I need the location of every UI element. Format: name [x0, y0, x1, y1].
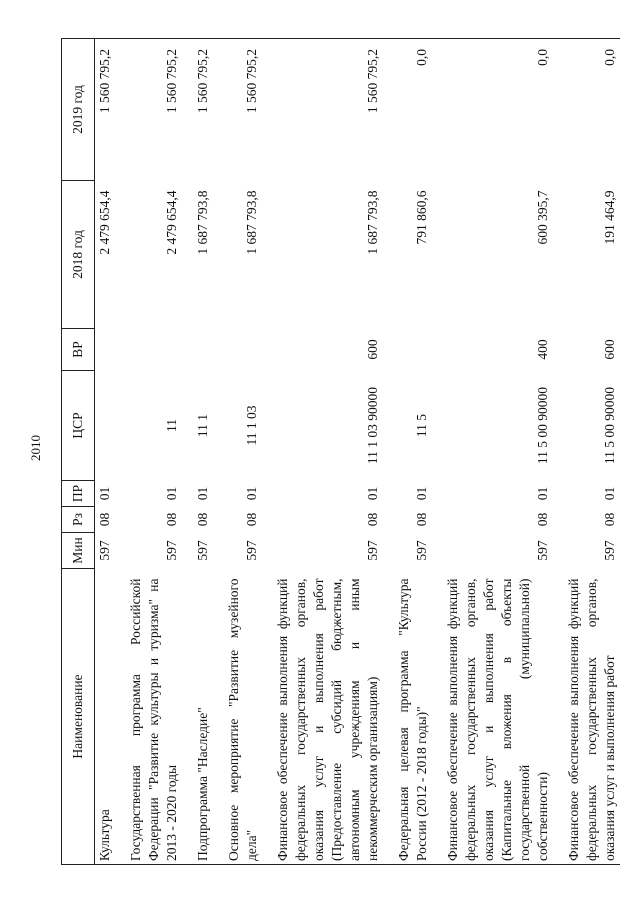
cell-name: Основное мероприятие "Развитие музейного дела"	[213, 569, 262, 865]
budget-table-sheet	[61, 39, 617, 865]
cell-name: Культура	[95, 569, 116, 865]
cell-rz: 08	[365, 512, 380, 527]
cell-min: 597	[602, 540, 617, 561]
table-row	[432, 39, 553, 865]
cell-rz: 08	[97, 512, 112, 527]
col-header-2019: 2019 год	[62, 39, 95, 181]
cell-pr: 01	[195, 486, 210, 501]
table-row	[95, 39, 116, 865]
cell-2018: 600 395,7	[535, 190, 550, 245]
cell-vr: 400	[535, 339, 550, 360]
page-number: 2010	[28, 435, 43, 461]
table-row	[115, 39, 182, 865]
cell-min: 597	[164, 540, 179, 561]
cell-pr: 01	[97, 486, 112, 501]
cell-2018: 191 464,9	[602, 190, 617, 245]
table-row	[213, 39, 262, 865]
cell-name: Федеральная целевая программа "Культура России (2012 - 2018 годы)"	[383, 569, 432, 865]
cell-csr: 11 5 00 90000	[602, 386, 617, 465]
cell-min: 597	[414, 540, 429, 561]
cell-pr: 01	[535, 486, 550, 501]
table-body	[95, 39, 621, 865]
col-header-pr: ПР	[62, 481, 95, 507]
cell-rz: 08	[414, 512, 429, 527]
table-row	[383, 39, 432, 865]
cell-2019: 0,0	[432, 39, 553, 181]
cell-csr: 11 1 03 90000	[365, 386, 380, 465]
cell-2018: 1 687 793,8	[365, 190, 380, 255]
cell-rz: 08	[602, 512, 617, 527]
cell-min: 597	[195, 540, 210, 561]
col-header-csr: ЦСР	[62, 371, 95, 481]
cell-rz: 08	[244, 512, 259, 527]
col-header-rz: Рз	[62, 507, 95, 533]
cell-vr	[182, 329, 213, 371]
table-row	[553, 39, 620, 865]
cell-pr: 01	[244, 486, 259, 501]
cell-2018: 2 479 654,4	[97, 190, 112, 255]
cell-vr: 600	[365, 339, 380, 360]
cell-2018: 1 687 793,8	[244, 190, 259, 255]
cell-vr	[115, 329, 182, 371]
cell-2019: 1 560 795,2	[182, 39, 213, 181]
cell-vr	[95, 329, 116, 371]
table-row	[182, 39, 213, 865]
col-header-2018: 2018 год	[62, 181, 95, 329]
cell-min: 597	[97, 540, 112, 561]
cell-pr: 01	[365, 486, 380, 501]
col-header-name: Наименование	[62, 569, 95, 865]
table-row	[262, 39, 383, 865]
cell-2018: 1 687 793,8	[195, 190, 210, 255]
budget-table	[61, 38, 620, 865]
cell-2019: 0,0	[383, 39, 432, 181]
cell-2018: 2 479 654,4	[164, 190, 179, 255]
cell-min: 597	[244, 540, 259, 561]
cell-csr: 11 5 00 90000	[535, 386, 550, 465]
cell-rz: 08	[535, 512, 550, 527]
cell-2018: 791 860,6	[414, 190, 429, 245]
cell-name: Государственная программа Российской Федерации "Развитие культуры и туризма" на 2013 - 2020 годы	[115, 569, 182, 865]
cell-csr: 11 1 03	[244, 405, 259, 446]
cell-csr: 11	[164, 419, 179, 432]
cell-2019: 1 560 795,2	[213, 39, 262, 181]
cell-pr: 01	[414, 486, 429, 501]
cell-csr	[95, 371, 116, 481]
cell-csr: 11 1	[195, 413, 210, 438]
cell-vr: 600	[602, 339, 617, 360]
cell-min: 597	[535, 540, 550, 561]
cell-name: Финансовое обеспечение выполнения функций федеральных государственных органов, оказания услуг и выполнения работ (Капитальные вложения в объекты государственной (муниципальной) собственности)	[432, 569, 553, 865]
cell-2019: 1 560 795,2	[95, 39, 116, 181]
cell-rz: 08	[164, 512, 179, 527]
cell-2019: 0,0	[553, 39, 620, 181]
table-header-row	[62, 39, 95, 865]
cell-min: 597	[365, 540, 380, 561]
cell-pr: 01	[164, 486, 179, 501]
col-header-min: Мин	[62, 533, 95, 569]
cell-2019: 1 560 795,2	[115, 39, 182, 181]
cell-name: Подпрограмма "Наследие"	[182, 569, 213, 865]
cell-pr: 01	[602, 486, 617, 501]
cell-vr	[383, 329, 432, 371]
cell-csr: 11 5	[414, 413, 429, 438]
cell-2019: 1 560 795,2	[262, 39, 383, 181]
cell-name: Финансовое обеспечение выполнения функций федеральных государственных органов, оказания услуг и выполнения работ	[553, 569, 620, 865]
col-header-vr: ВР	[62, 329, 95, 371]
cell-name: Финансовое обеспечение выполнения функций федеральных государственных органов, оказания услуг и выполнения работ (Предоставление субсидий бюджетным, автономным учреждениям и иным некоммерческим организациям)	[262, 569, 383, 865]
cell-vr	[213, 329, 262, 371]
cell-rz: 08	[195, 512, 210, 527]
